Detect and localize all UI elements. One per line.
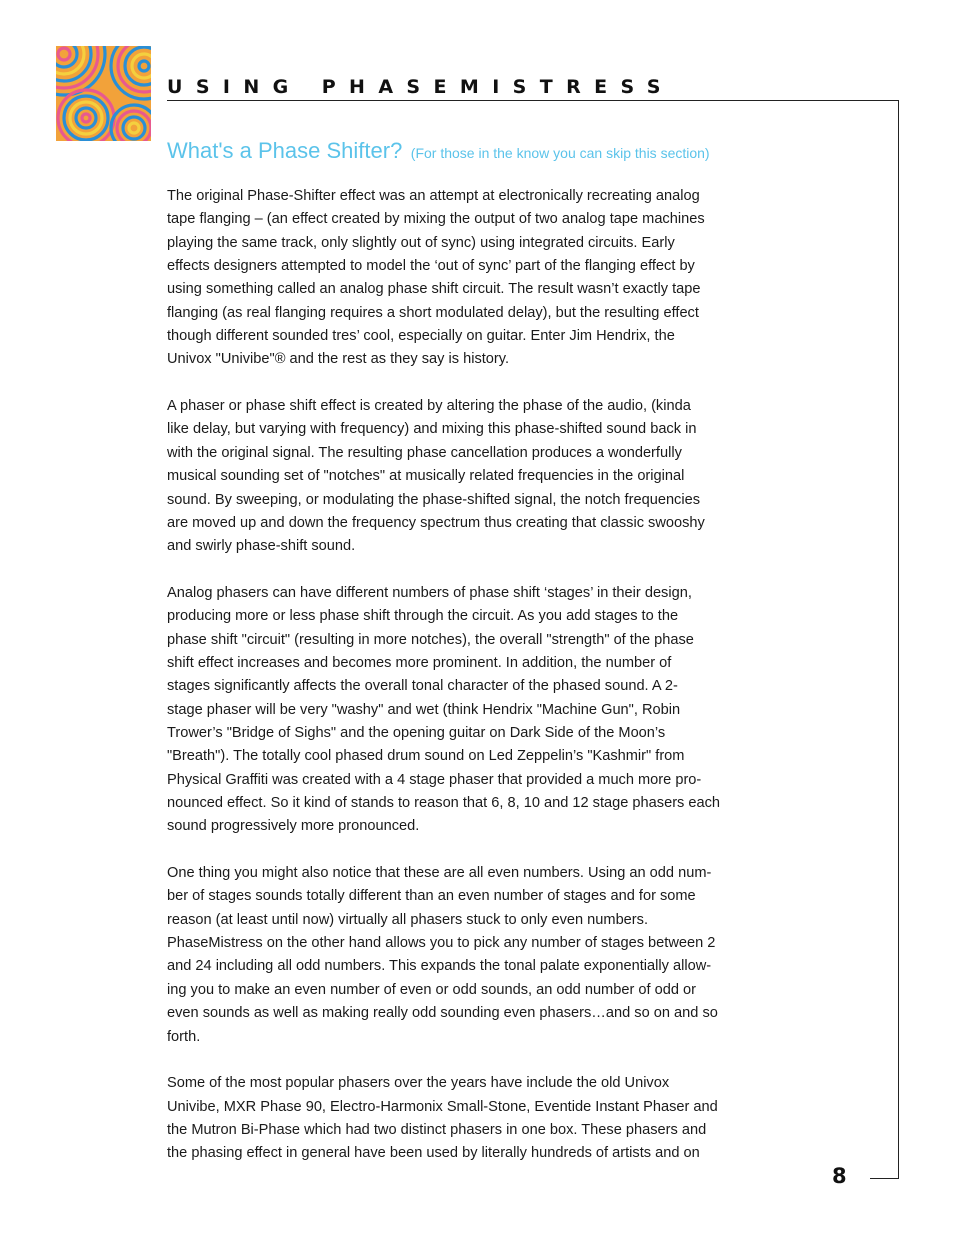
text-line: nounced effect. So it kind of stands to reason that 6, 8, 10 and 12 stage phasers each	[167, 795, 721, 812]
text-line: reason (at least until now) virtually all phasers stuck to only even numbers.	[167, 911, 649, 928]
heading-title: What's a Phase Shifter?	[167, 138, 403, 163]
text-line: phase shift "circuit" (resulting in more notches), the overall "strength" of the phase	[167, 631, 694, 648]
text-line: though different sounded tres’ cool, especially on guitar. Enter Jim Hendrix, the	[167, 328, 675, 345]
text-line: Univibe, MXR Phase 90, Electro-Harmonix Small-Stone, Eventide Instant Phaser and	[167, 1098, 718, 1115]
frame-right-rule	[898, 100, 899, 1179]
text-line: and swirly phase-shift sound.	[167, 538, 356, 555]
text-line: PhaseMistress on the other hand allows you to pick any number of stages between 2	[167, 935, 716, 952]
paragraph-4	[167, 862, 787, 1049]
psychedelic-logo-image	[56, 46, 151, 141]
text-line: like delay, but varying with frequency) and mixing this phase-shifted sound back in	[167, 421, 697, 438]
text-line: the Mutron Bi-Phase which had two distinct phasers in one box. These phasers and	[167, 1121, 707, 1138]
text-line: Physical Graffiti was created with a 4 stage phaser that provided a much more pro-	[167, 771, 702, 788]
text-line: Analog phasers can have different numbers of phase shift ‘stages’ in their design,	[167, 584, 692, 601]
heading-subtitle: (For those in the know you can skip this section)	[410, 145, 710, 161]
text-line: The original Phase-Shifter effect was an attempt at electronically recreating analog	[167, 188, 700, 204]
text-line: forth.	[167, 1028, 201, 1045]
text-line: using something called an analog phase shift circuit. The result wasn’t exactly tape	[167, 281, 701, 298]
concentric-circles-icon	[56, 46, 151, 141]
text-line: Univox "Univibe"® and the rest as they say is history.	[167, 351, 510, 368]
text-line: effects designers attempted to model the ‘out of sync’ part of the flanging effect by	[167, 258, 695, 275]
text-line: stage phaser will be very "washy" and wet (think Hendrix "Machine Gun", Robin	[167, 701, 681, 718]
text-line: "Breath"). The totally cool phased drum sound on Led Zeppelin’s "Kashmir" from	[167, 748, 685, 765]
text-line: shift effect increases and becomes more prominent. In addition, the number of	[167, 654, 672, 671]
text-line: sound. By sweeping, or modulating the phase-shifted signal, the notch frequencies	[167, 491, 701, 508]
section-heading	[167, 138, 710, 164]
text-line: even sounds as well as making really odd sounding even phasers…and so on and so	[167, 1005, 718, 1022]
text-line: with the original signal. The resulting phase cancellation produces a wonderfully	[167, 444, 682, 461]
text-line: Some of the most popular phasers over the years have include the old Univox	[167, 1075, 670, 1092]
text-line: flanging (as real flanging requires a short modulated delay), but the resulting effect	[167, 304, 699, 321]
paragraph-2	[167, 395, 787, 558]
text-line: are moved up and down the frequency spectrum thus creating that classic swooshy	[167, 514, 705, 531]
text-line: ing you to make an even number of even or odd sounds, an odd number of odd or	[167, 981, 696, 998]
body-text	[167, 185, 787, 1189]
text-line: Trower’s "Bridge of Sighs" and the opening guitar on Dark Side of the Moon’s	[167, 725, 666, 741]
page-number: 8	[832, 1164, 847, 1188]
text-line: the phasing effect in general have been used by literally hundreds of artists and on	[167, 1145, 700, 1162]
text-line: and 24 including all odd numbers. This expands the tonal palate exponentially allow-	[167, 958, 712, 975]
text-line: producing more or less phase shift through the circuit. As you add stages to the	[167, 608, 679, 625]
text-line: One thing you might also notice that these are all even numbers. Using an odd num-	[167, 865, 712, 882]
text-line: sound progressively more pronounced.	[167, 818, 420, 835]
paragraph-1	[167, 185, 787, 372]
frame-top-rule	[167, 100, 899, 101]
text-line: ber of stages sounds totally different than an even number of stages and for some	[167, 888, 696, 905]
frame-bottom-rule	[870, 1178, 899, 1179]
text-line: musical sounding set of "notches" at musically related frequencies in the original	[167, 468, 685, 485]
paragraph-3	[167, 582, 787, 839]
text-line: playing the same track, only slightly out of sync) using integrated circuits. Early	[167, 234, 675, 251]
section-title: USING PHASEMISTRESS	[167, 76, 674, 98]
text-line: tape flanging – (an effect created by mixing the output of two analog tape machines	[167, 211, 705, 228]
text-line: A phaser or phase shift effect is created by altering the phase of the audio, (kinda	[167, 398, 691, 415]
text-line: stages significantly affects the overall tonal character of the phased sound. A 2-	[167, 678, 678, 695]
paragraph-5	[167, 1072, 787, 1165]
